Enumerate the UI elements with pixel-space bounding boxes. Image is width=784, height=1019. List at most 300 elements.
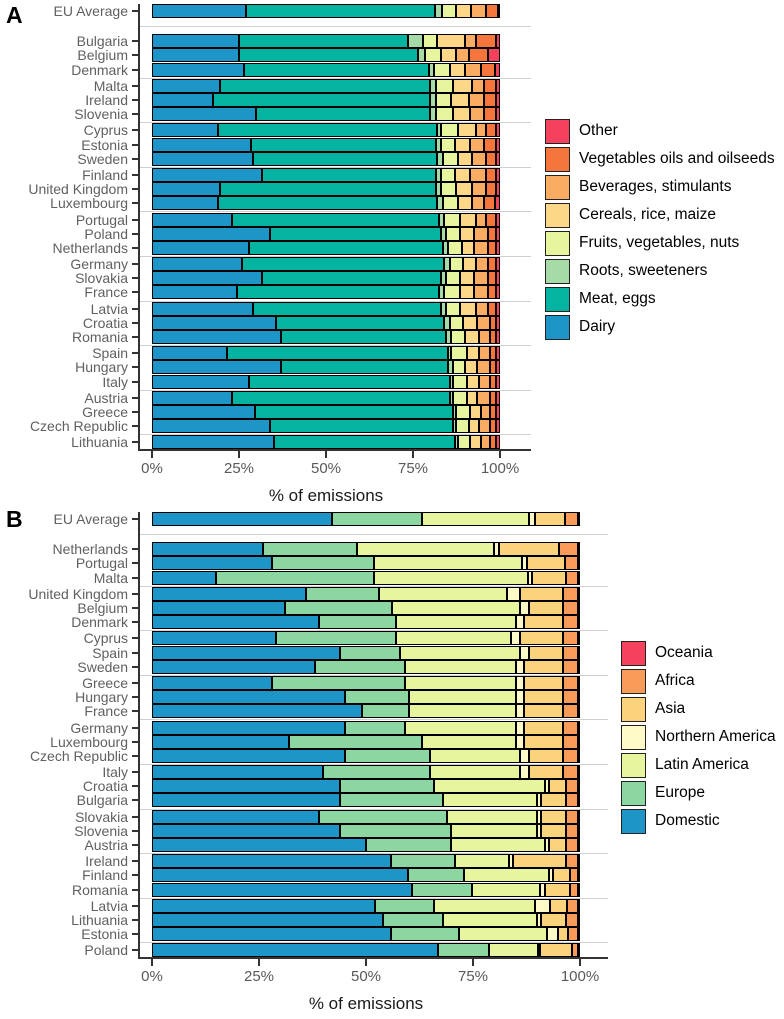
bar-segment (152, 512, 332, 526)
plot-row (0, 257, 531, 271)
y-tick (128, 854, 138, 868)
bar-segment (488, 302, 497, 316)
category-label: Spain (92, 345, 128, 362)
bar-segment (578, 721, 580, 735)
bar-segment (441, 48, 457, 62)
plot-strip (138, 556, 608, 570)
bar-segment (409, 690, 516, 704)
bar-segment (481, 435, 490, 449)
bar-segment (152, 330, 281, 344)
bar-segment (423, 34, 437, 48)
bar-segment (152, 63, 244, 77)
bar-segment (484, 93, 496, 107)
plot-strip (138, 526, 608, 542)
bar-segment (524, 615, 563, 629)
stacked-bar (152, 227, 500, 241)
stacked-bar (152, 690, 580, 704)
x-tick-mark (472, 959, 474, 966)
stacked-bar (152, 107, 500, 121)
bar-segment (472, 182, 486, 196)
bar-segment (578, 646, 580, 660)
bar-segment (516, 676, 525, 690)
bar-segment (496, 375, 499, 389)
bar-segment (418, 48, 425, 62)
bar-segment (465, 330, 479, 344)
bar-segment (289, 735, 422, 749)
plot-strip (138, 271, 531, 285)
bar-segment (472, 152, 486, 166)
bar-segment (549, 838, 566, 852)
y-tick (128, 257, 138, 271)
category-label: EU Average (53, 3, 128, 20)
bar-segment (458, 196, 472, 210)
plot-strip (138, 375, 531, 389)
plot-strip (138, 838, 608, 852)
plot-row (0, 720, 608, 734)
stacked-bar (152, 512, 580, 526)
stacked-bar (152, 316, 500, 330)
group-separator-line (140, 26, 531, 27)
plot-row (0, 360, 531, 374)
bar-segment (152, 419, 270, 433)
bar-segment (578, 899, 580, 913)
bar-segment (479, 346, 489, 360)
legend-item (621, 751, 776, 779)
plot-strip (138, 360, 531, 374)
legend-item (621, 639, 776, 667)
category-label: Slovenia (74, 106, 128, 123)
legend-key-swatch (545, 287, 570, 312)
bar-segment (472, 196, 484, 210)
bar-segment (455, 168, 471, 182)
bar-segment (496, 241, 499, 255)
bar-segment (152, 346, 227, 360)
legend-key-swatch (621, 809, 646, 834)
legend-key-swatch (545, 315, 570, 340)
y-tick (128, 168, 138, 182)
bar-segment (434, 63, 450, 77)
stacked-bar (152, 913, 580, 927)
x-tick-mark (365, 959, 367, 966)
plot-row (0, 405, 531, 419)
bar-segment (496, 302, 499, 316)
bar-segment (563, 735, 578, 749)
bar-segment (345, 721, 405, 735)
bar-segment (566, 810, 578, 824)
plot-row (0, 587, 608, 601)
bar-segment (578, 735, 580, 749)
category-label: Luxembourg (50, 195, 128, 212)
bar-segment (496, 285, 499, 299)
stacked-bar (152, 943, 580, 957)
legend-key-swatch (545, 119, 570, 144)
category-label: Bulgaria (76, 792, 128, 809)
stacked-bar (152, 241, 500, 255)
bar-segment (488, 241, 497, 255)
plot-row (0, 79, 531, 93)
category-label: Germany (70, 719, 128, 736)
bar-segment (443, 913, 537, 927)
bar-segment (496, 152, 499, 166)
bar-segment (566, 571, 578, 585)
bar-segment (436, 93, 452, 107)
bar-segment (152, 690, 345, 704)
bar-segment (422, 512, 529, 526)
bar-segment (486, 182, 496, 196)
legend-label: Cereals, rice, maize (579, 206, 716, 223)
bar-segment (152, 615, 319, 629)
bar-segment (270, 227, 441, 241)
category-label: Latvia (90, 897, 128, 914)
bar-segment (152, 571, 216, 585)
bar-segment (152, 285, 237, 299)
bar-segment (520, 601, 529, 615)
x-tick-mark (151, 959, 153, 966)
bar-segment (540, 943, 572, 957)
y-tick (128, 212, 138, 226)
bar-segment (507, 587, 520, 601)
bar-segment (152, 899, 375, 913)
category-label: Slovakia (75, 270, 128, 287)
panel-a-letter: A (6, 2, 23, 28)
stacked-bar (152, 4, 500, 18)
stacked-bar (152, 168, 500, 182)
y-tick (128, 868, 138, 882)
plot-row (0, 330, 531, 344)
plot-strip (138, 285, 531, 299)
bar-segment (463, 257, 475, 271)
bar-segment (450, 63, 466, 77)
bar-segment (357, 542, 494, 556)
x-tick-mark (258, 959, 260, 966)
bar-segment (496, 435, 499, 449)
bar-segment (152, 213, 232, 227)
panel-b-plot-area (0, 512, 608, 957)
bar-segment (479, 330, 489, 344)
bar-segment (396, 631, 512, 645)
panel-b (0, 512, 608, 1014)
bar-segment (446, 302, 460, 316)
plot-strip (138, 241, 531, 255)
plot-row (0, 838, 608, 852)
bar-segment (565, 556, 578, 570)
bar-segment (451, 346, 467, 360)
bar-segment (391, 927, 459, 941)
bar-segment (216, 571, 374, 585)
y-tick (128, 526, 138, 542)
x-tick-mark (499, 451, 501, 458)
bar-segment (496, 330, 499, 344)
plot-strip (138, 749, 608, 763)
bar-segment (400, 646, 520, 660)
bar-segment (152, 196, 218, 210)
bar-segment (444, 213, 460, 227)
plot-row (0, 601, 608, 615)
bar-segment (486, 168, 496, 182)
legend-key-swatch (621, 669, 646, 694)
bar-segment (251, 138, 435, 152)
plot-strip (138, 212, 531, 226)
stacked-bar (152, 375, 500, 389)
bar-segment (578, 779, 580, 793)
bar-segment (495, 63, 500, 77)
plot-strip (138, 854, 608, 868)
y-tick (128, 943, 138, 957)
bar-segment (496, 360, 499, 374)
x-tick-label: 25% (223, 460, 255, 478)
category-label: Belgium (77, 600, 128, 617)
bar-segment (570, 883, 578, 897)
y-tick (128, 676, 138, 690)
stacked-bar (152, 93, 500, 107)
stacked-bar (152, 346, 500, 360)
plot-row (0, 212, 531, 226)
bar-segment (566, 838, 578, 852)
stacked-bar (152, 435, 500, 449)
stacked-bar (152, 391, 500, 405)
stacked-bar (152, 271, 500, 285)
bar-segment (578, 765, 580, 779)
y-tick (128, 107, 138, 121)
y-tick (128, 810, 138, 824)
x-tick-label: 0% (141, 968, 163, 986)
bar-segment (392, 601, 520, 615)
legend-item (621, 779, 776, 807)
plot-strip (138, 182, 531, 196)
bar-segment (458, 152, 472, 166)
bar-segment (152, 927, 391, 941)
plot-strip (138, 601, 608, 615)
plot-strip (138, 346, 531, 360)
bar-segment (553, 868, 570, 882)
bar-segment (441, 138, 455, 152)
bar-segment (498, 4, 500, 18)
plot-strip (138, 435, 531, 449)
panel-b-x-axis (138, 957, 608, 991)
bar-segment (249, 241, 442, 255)
plot-row (0, 138, 531, 152)
y-tick (128, 749, 138, 763)
bar-segment (520, 646, 529, 660)
category-label: Italy (102, 373, 128, 390)
plot-row (0, 302, 531, 316)
x-tick-mark (325, 451, 327, 458)
bar-segment (524, 660, 563, 674)
legend-key-swatch (545, 231, 570, 256)
stacked-bar (152, 63, 500, 77)
bar-segment (323, 765, 430, 779)
bar-segment (578, 660, 580, 674)
bar-segment (563, 660, 578, 674)
bar-segment (396, 615, 516, 629)
bar-segment (458, 435, 470, 449)
bar-segment (447, 810, 537, 824)
y-tick (128, 556, 138, 570)
legend-item (545, 145, 775, 173)
bar-segment (220, 79, 431, 93)
bar-segment (566, 824, 578, 838)
bar-segment (490, 435, 497, 449)
bar-segment (340, 793, 443, 807)
bar-segment (474, 271, 488, 285)
bar-segment (496, 391, 499, 405)
panel-a-x-axis (138, 449, 531, 483)
y-tick (128, 123, 138, 137)
bar-segment (152, 646, 340, 660)
bar-segment (578, 587, 580, 601)
bar-segment (524, 735, 563, 749)
bar-segment (470, 138, 484, 152)
y-tick (128, 838, 138, 852)
y-tick (128, 316, 138, 330)
bar-segment (319, 810, 447, 824)
bar-segment (152, 676, 272, 690)
legend-label: Domestic (655, 812, 720, 829)
x-tick-label: 0% (141, 460, 163, 478)
bar-segment (459, 927, 547, 941)
bar-segment (451, 838, 545, 852)
bar-segment (366, 838, 451, 852)
plot-row (0, 526, 608, 542)
plot-strip (138, 943, 608, 957)
plot-row (0, 943, 608, 957)
bar-segment (460, 271, 474, 285)
category-label: Netherlands (52, 541, 128, 558)
bar-segment (490, 419, 497, 433)
category-label: United Kingdom (28, 585, 128, 602)
stacked-bar (152, 704, 580, 718)
bar-segment (563, 601, 578, 615)
plot-strip (138, 868, 608, 882)
bar-segment (563, 690, 578, 704)
stacked-bar (152, 601, 580, 615)
bar-segment (281, 360, 448, 374)
bar-segment (566, 854, 578, 868)
stacked-bar (152, 899, 580, 913)
category-label: France (84, 703, 128, 720)
plot-strip (138, 927, 608, 941)
bar-segment (319, 615, 396, 629)
bar-segment (563, 704, 578, 718)
plot-row (0, 182, 531, 196)
category-label: Spain (92, 644, 128, 661)
bar-segment (456, 419, 468, 433)
panel-a-plot-area (0, 4, 531, 449)
bar-segment (578, 793, 580, 807)
category-label: Estonia (81, 136, 128, 153)
category-label: Netherlands (52, 239, 128, 256)
legend-label: Fruits, vegetables, nuts (579, 234, 740, 251)
stacked-bar (152, 854, 580, 868)
bar-segment (578, 512, 580, 526)
category-label: Malta (93, 77, 128, 94)
plot-row (0, 18, 531, 34)
plot-strip (138, 227, 531, 241)
bar-segment (486, 123, 496, 137)
stacked-bar (152, 542, 580, 556)
bar-segment (152, 391, 232, 405)
bar-segment (253, 152, 437, 166)
plot-row (0, 316, 531, 330)
bar-segment (405, 721, 516, 735)
category-label: Finland (82, 166, 128, 183)
bar-segment (285, 601, 392, 615)
plot-row (0, 913, 608, 927)
bar-segment (488, 48, 500, 62)
bar-segment (152, 123, 218, 137)
x-tick-mark (238, 451, 240, 458)
bar-segment (152, 868, 408, 882)
y-tick (128, 79, 138, 93)
bar-segment (467, 375, 479, 389)
bar-segment (374, 571, 528, 585)
bar-segment (152, 854, 391, 868)
y-tick (128, 241, 138, 255)
y-tick (128, 542, 138, 556)
bar-segment (486, 213, 496, 227)
bar-segment (315, 660, 405, 674)
bar-segment (152, 152, 253, 166)
bar-segment (441, 123, 458, 137)
legend-item (545, 313, 775, 341)
bar-segment (563, 676, 578, 690)
y-tick (128, 419, 138, 433)
bar-segment (496, 168, 499, 182)
plot-row (0, 927, 608, 941)
bar-segment (408, 34, 424, 48)
bar-segment (476, 257, 488, 271)
bar-segment (152, 257, 242, 271)
stacked-bar (152, 48, 500, 62)
plot-strip (138, 542, 608, 556)
bar-segment (152, 601, 285, 615)
bar-segment (152, 435, 274, 449)
y-tick (128, 765, 138, 779)
plot-row (0, 435, 531, 449)
bar-segment (490, 375, 497, 389)
bar-segment (524, 676, 563, 690)
bar-segment (545, 883, 571, 897)
legend-label: Dairy (579, 318, 616, 335)
plot-row (0, 556, 608, 570)
plot-row (0, 152, 531, 166)
bar-segment (496, 405, 499, 419)
category-label: Czech Republic (29, 418, 128, 435)
y-tick (128, 302, 138, 316)
bar-segment (412, 883, 472, 897)
bar-segment (453, 391, 467, 405)
bar-segment (488, 271, 497, 285)
legend-label: Meat, eggs (579, 290, 656, 307)
plot-row (0, 571, 608, 585)
category-label: Sweden (77, 658, 128, 675)
plot-strip (138, 646, 608, 660)
bar-segment (566, 913, 578, 927)
y-tick (128, 4, 138, 18)
x-tick-label: 50% (350, 968, 382, 986)
category-label: Bulgaria (76, 33, 128, 50)
bar-segment (272, 676, 405, 690)
stacked-bar (152, 631, 580, 645)
plot-row (0, 375, 531, 389)
legend-key-swatch (621, 781, 646, 806)
plot-row (0, 765, 608, 779)
bar-segment (218, 123, 437, 137)
panel-b-legend (621, 639, 776, 835)
plot-strip (138, 824, 608, 838)
bar-segment (474, 285, 488, 299)
legend-item (545, 285, 775, 313)
